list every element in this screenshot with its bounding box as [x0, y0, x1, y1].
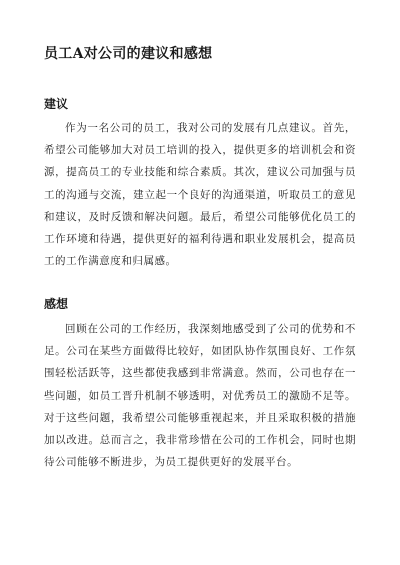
section-heading-suggestions: 建议 [44, 97, 69, 111]
section-heading-thoughts: 感想 [44, 297, 69, 311]
suggestions-paragraph: 作为一名公司的员工，我对公司的发展有几点建议。首先，希望公司能够加大对员工培训的投入，提供更多的培训机会和资源，提高员工的专业技能和综合素质。其次，建议公司加强与员工的沟通与交流，建立起一个良好的沟通渠道，听取员工的意见和建议，及时反馈和解决问题。最后，希望公司能够优化员工的工作环境和待遇，提供更好的福利待遇和职业发展机会，提高员工的工作满意度和归属感。 [44, 122, 356, 268]
document-title: 员工A对公司的建议和感想 [44, 46, 213, 62]
thoughts-paragraph: 回顾在公司的工作经历，我深刻地感受到了公司的优势和不足。公司在某些方面做得比较好，如团队协作氛围良好、工作氛围轻松活跃等，这些都使我感到非常满意。然而，公司也存在一些问题，如员工晋升机制不够透明，对优秀员工的激励不足等。对于这些问题，我希望公司能够重视起来，并且采取积极的措施加以改进。总而言之，我非常珍惜在公司的工作机会，同时也期待公司能够不断进步，为员工提供更好的发展平台。 [44, 323, 356, 469]
